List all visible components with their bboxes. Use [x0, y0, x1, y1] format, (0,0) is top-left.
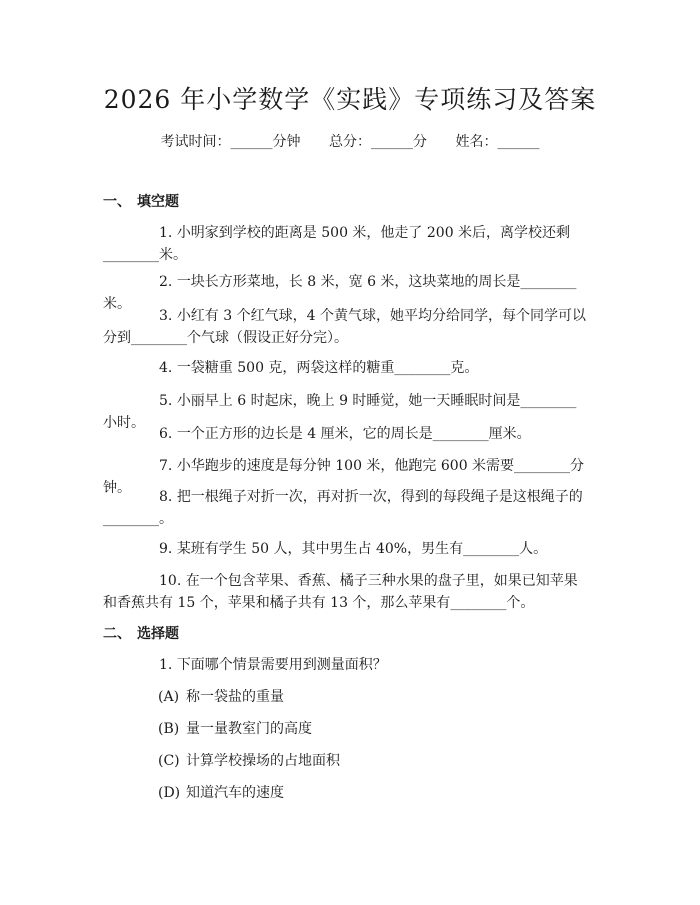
- document-title: 2026 年小学数学《实践》专项练习及答案: [103, 85, 597, 114]
- question-number: 4.: [159, 360, 173, 376]
- question-text: 一袋糖重 500 克，两袋这样的糖重________克。: [176, 360, 479, 376]
- exam-time: 考试时间：______分钟: [160, 134, 301, 150]
- question-text: 小红有 3 个红气球，4 个黄气球，她平均分给同学，每个同学可以分到________个气球（假设正好分完）。: [103, 308, 586, 346]
- question-number: 9.: [159, 541, 173, 557]
- question-number: 8.: [159, 489, 173, 505]
- question-text: 下面哪个情景需要用到测量面积？: [176, 657, 387, 673]
- question-number: 3.: [159, 308, 173, 324]
- option-text: 称一袋盐的重量: [186, 689, 284, 705]
- question-text: 小华跑步的速度是每分钟 100 米，他跑完 600 米需要________分钟。: [103, 458, 585, 496]
- option-b: [158, 719, 312, 739]
- question-number: 1.: [159, 657, 173, 673]
- question-text: 小丽早上 6 时起床，晚上 9 时睡觉，她一天睡眠时间是________小时。: [103, 393, 577, 431]
- option-label: (D): [158, 785, 181, 801]
- section-heading-fill-blank: [103, 192, 179, 212]
- question-item: [103, 423, 590, 445]
- question-item: [103, 570, 590, 614]
- question-text: 一个正方形的边长是 4 厘米，它的周长是________厘米。: [176, 426, 531, 442]
- option-d: [158, 783, 284, 803]
- section-title: 选择题: [137, 626, 179, 642]
- option-label: (B): [158, 721, 180, 737]
- question-item: [103, 222, 590, 266]
- question-text: 把一根绳子对折一次，再对折一次，得到的每段绳子是这根绳子的________。: [103, 489, 583, 527]
- question-number: 5.: [159, 393, 173, 409]
- option-c: [158, 751, 340, 771]
- question-text: 小明家到学校的距离是 500 米，他走了 200 米后，离学校还剩________米。: [103, 225, 571, 263]
- question-item: [103, 654, 590, 676]
- section-number: 二、: [103, 626, 131, 642]
- section-number: 一、: [103, 194, 131, 210]
- question-number: 7.: [159, 458, 173, 474]
- question-number: 10.: [159, 573, 182, 589]
- question-number: 1.: [159, 225, 173, 241]
- option-label: (A): [158, 689, 180, 705]
- exam-meta: [0, 132, 700, 152]
- question-text: 在一个包含苹果、香蕉、橘子三种水果的盘子里，如果已知苹果和香蕉共有 15 个，苹果和橘子共有 13 个，那么苹果有________个。: [103, 573, 578, 611]
- question-text: 某班有学生 50 人，其中男生占 40%，男生有________人。: [176, 541, 548, 557]
- question-item: [103, 357, 590, 379]
- option-a: [158, 687, 284, 707]
- question-number: 6.: [159, 426, 173, 442]
- exam-score: 总分：______分: [329, 134, 427, 150]
- question-item: [103, 486, 590, 530]
- section-title: 填空题: [137, 194, 179, 210]
- section-heading-choice: [103, 624, 179, 644]
- exam-name: 姓名：______: [455, 134, 540, 150]
- option-text: 知道汽车的速度: [186, 785, 284, 801]
- question-text: 一块长方形菜地，长 8 米，宽 6 米，这块菜地的周长是________米。: [103, 274, 577, 312]
- question-item: [103, 538, 590, 560]
- option-label: (C): [158, 753, 180, 769]
- option-text: 计算学校操场的占地面积: [186, 753, 340, 769]
- question-number: 2.: [159, 274, 173, 290]
- option-text: 量一量教室门的高度: [186, 721, 312, 737]
- question-item: [103, 305, 590, 349]
